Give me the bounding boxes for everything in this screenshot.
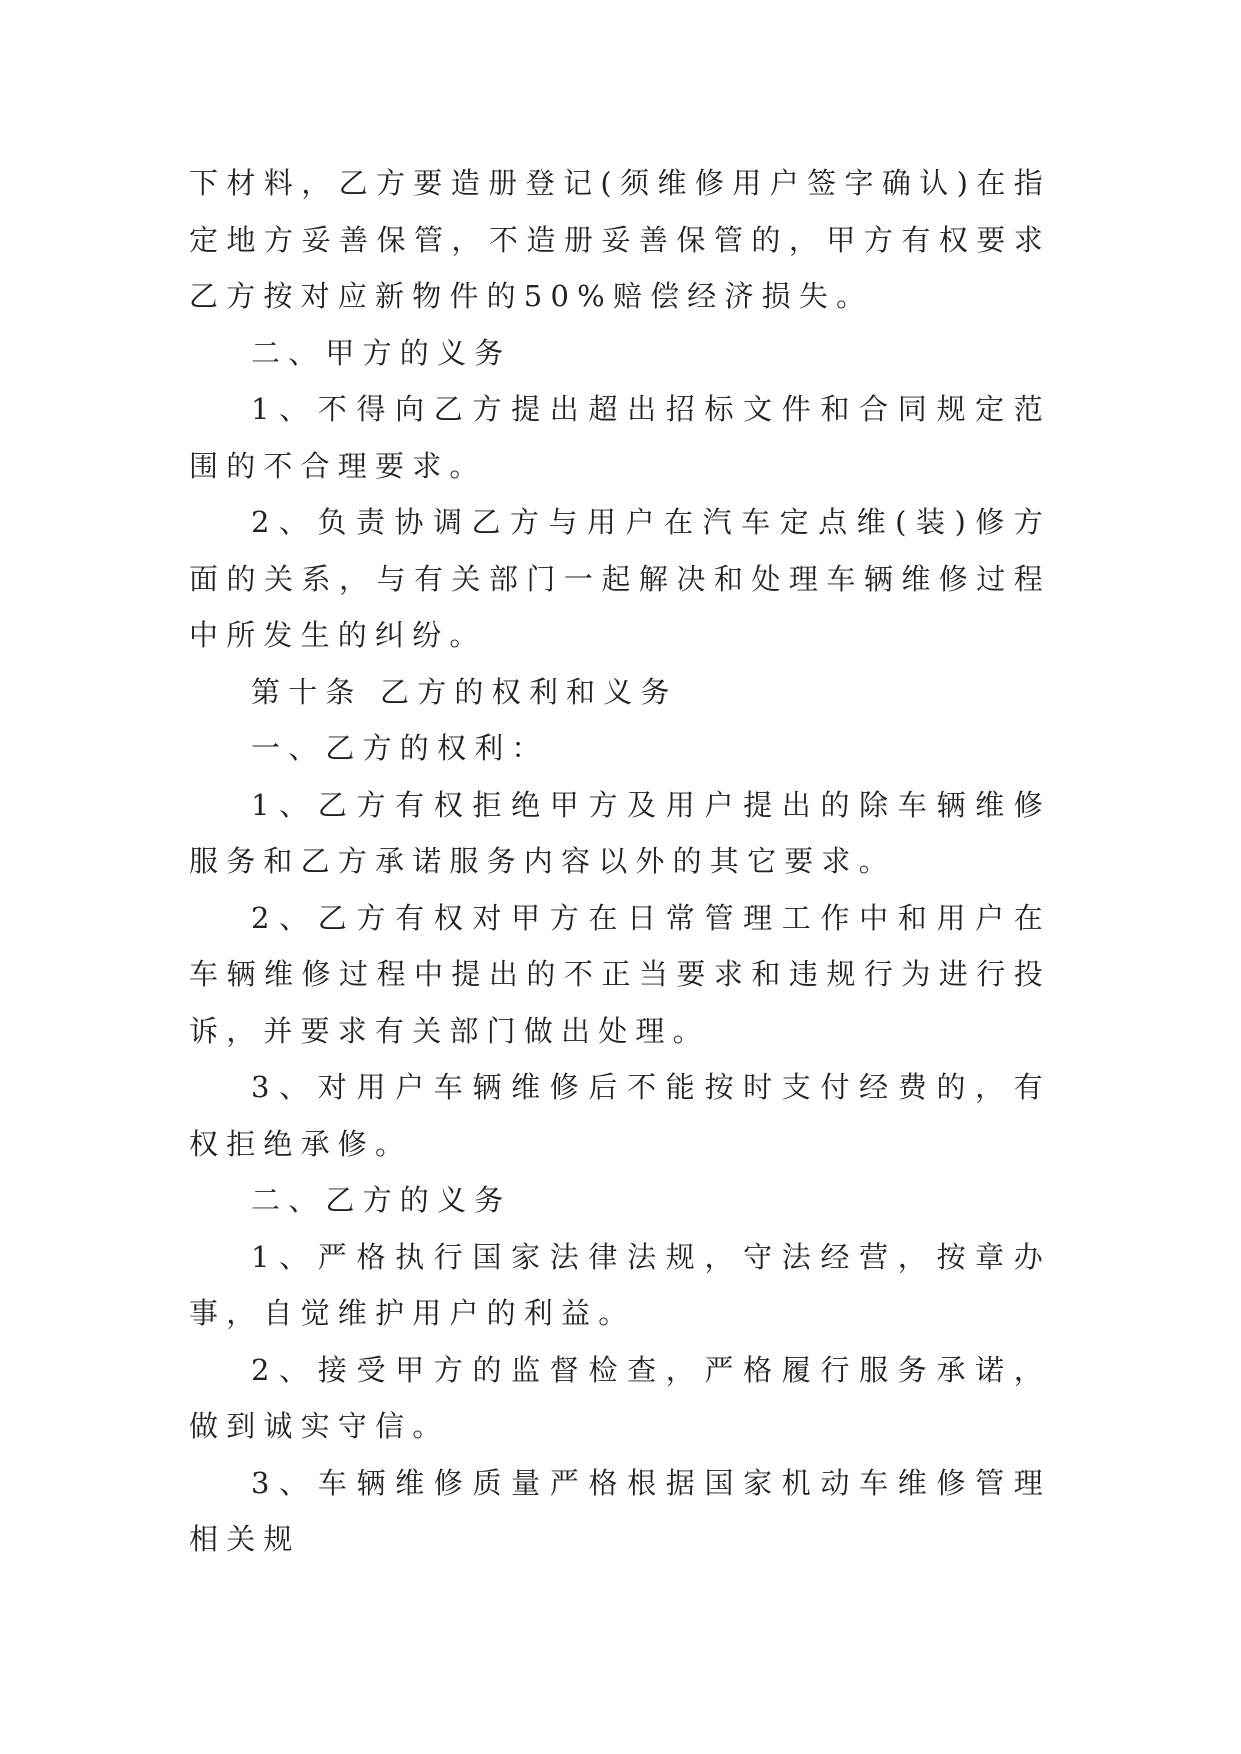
paragraph-party-b-obligation-1: 1、严格执行国家法律法规，守法经营，按章办事，自觉维护用户的利益。 (189, 1239, 1051, 1330)
heading-party-b-rights: 一、乙方的权利： (251, 731, 549, 765)
paragraph-materials-storage: 下材料，乙方要造册登记(须维修用户签字确认)在指定地方妥善保管，不造册妥善保管的，甲方有权要求乙方按对应新物件的50%赔偿经济损失。 (189, 166, 1051, 313)
paragraph-party-b-obligation-3: 3、车辆维修质量严格根据国家机动车维修管理相关规 (189, 1465, 1051, 1556)
paragraph-party-b-right-1: 1、乙方有权拒绝甲方及用户提出的除车辆维修服务和乙方承诺服务内容以外的其它要求。 (189, 787, 1051, 878)
paragraph-party-a-obligation-2: 2、负责协调乙方与用户在汽车定点维(装)修方面的关系，与有关部门一起解决和处理车辆维修过程中所发生的纠纷。 (189, 505, 1051, 652)
paragraph-party-b-right-2: 2、乙方有权对甲方在日常管理工作中和用户在车辆维修过程中提出的不正当要求和违规行为进行投诉，并要求有关部门做出处理。 (189, 900, 1051, 1048)
heading-party-b-obligations: 二、乙方的义务 (251, 1183, 512, 1217)
paragraph-party-b-obligation-2: 2、接受甲方的监督检查，严格履行服务承诺，做到诚实守信。 (189, 1352, 1051, 1443)
paragraph-party-a-obligation-1: 1、不得向乙方提出超出招标文件和合同规定范围的不合理要求。 (189, 392, 1051, 483)
heading-article-10: 第十条 乙方的权利和义务 (251, 674, 678, 709)
heading-party-a-obligations: 二、甲方的义务 (251, 335, 512, 370)
document-body (189, 155, 1051, 1568)
paragraph-party-b-right-3: 3、对用户车辆维修后不能按时支付经费的，有权拒绝承修。 (189, 1070, 1051, 1161)
